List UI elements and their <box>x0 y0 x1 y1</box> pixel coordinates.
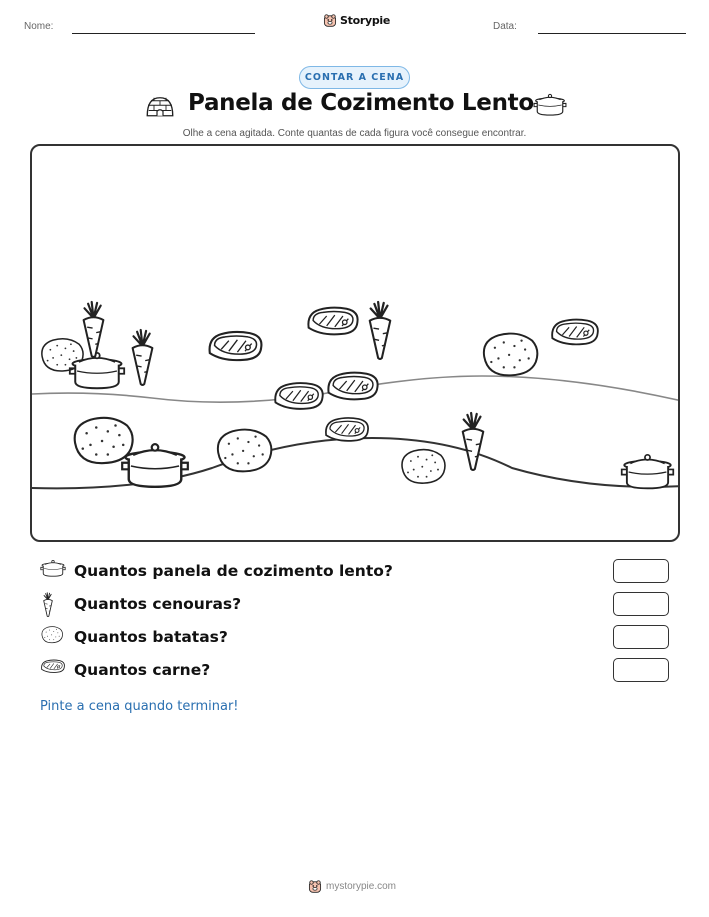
steak-1 <box>210 332 262 360</box>
igloo-icon <box>145 94 175 118</box>
storypie-mascot-icon <box>323 13 337 27</box>
cooking-pot-2 <box>122 444 188 487</box>
carrot-3 <box>370 302 391 359</box>
answer-box-cooking-pot[interactable] <box>613 559 669 583</box>
question-text: Quantos carne? <box>74 661 211 679</box>
page-subtitle: Olhe a cena agitada. Conte quantas de cada figura você consegue encontrar. <box>182 128 527 139</box>
name-label: Nome: <box>24 21 54 32</box>
question-steak <box>40 658 672 684</box>
carrot-4 <box>463 413 484 470</box>
potato-5 <box>402 450 445 484</box>
steak-4 <box>328 373 377 400</box>
storypie-mascot-icon <box>308 879 322 893</box>
name-line[interactable] <box>72 33 255 34</box>
question-cooking-pot <box>40 559 672 585</box>
potato-icon <box>40 625 64 644</box>
title-row <box>0 90 709 126</box>
potato-4 <box>218 430 272 472</box>
carrot-1 <box>84 302 104 357</box>
brand-name: Storypie <box>340 13 391 27</box>
answer-box-potato[interactable] <box>613 625 669 649</box>
footer <box>308 879 396 893</box>
steak-5 <box>552 320 598 345</box>
activity-badge: CONTAR A CENA <box>299 66 410 89</box>
brand-logo <box>323 13 390 27</box>
potato-3 <box>75 418 133 463</box>
answer-box-steak[interactable] <box>613 658 669 682</box>
answer-box-carrot[interactable] <box>613 592 669 616</box>
cooking-pot-icon <box>40 559 66 578</box>
scene-art <box>32 146 680 542</box>
steak-3 <box>275 383 322 409</box>
carrot-icon <box>42 592 54 617</box>
steak-icon <box>40 658 66 674</box>
carrot-2 <box>133 330 153 385</box>
potato-2 <box>484 334 538 376</box>
page-title: Panela de Cozimento Lento <box>188 90 534 116</box>
coloring-note: Pinte a cena quando terminar! <box>40 699 239 714</box>
question-text: Quantos cenouras? <box>74 595 242 613</box>
question-carrot <box>40 592 672 618</box>
steak-2 <box>308 308 357 335</box>
footer-url: mystorypie.com <box>326 880 397 892</box>
question-text: Quantos batatas? <box>74 628 228 646</box>
cooking-pot-3 <box>622 455 674 489</box>
counting-scene[interactable] <box>30 144 680 542</box>
steak-6 <box>326 418 368 441</box>
question-text: Quantos panela de cozimento lento? <box>74 562 393 580</box>
question-potato <box>40 625 672 651</box>
date-label: Data: <box>493 21 517 32</box>
date-line[interactable] <box>538 33 686 34</box>
cooking-pot-icon <box>533 92 567 118</box>
